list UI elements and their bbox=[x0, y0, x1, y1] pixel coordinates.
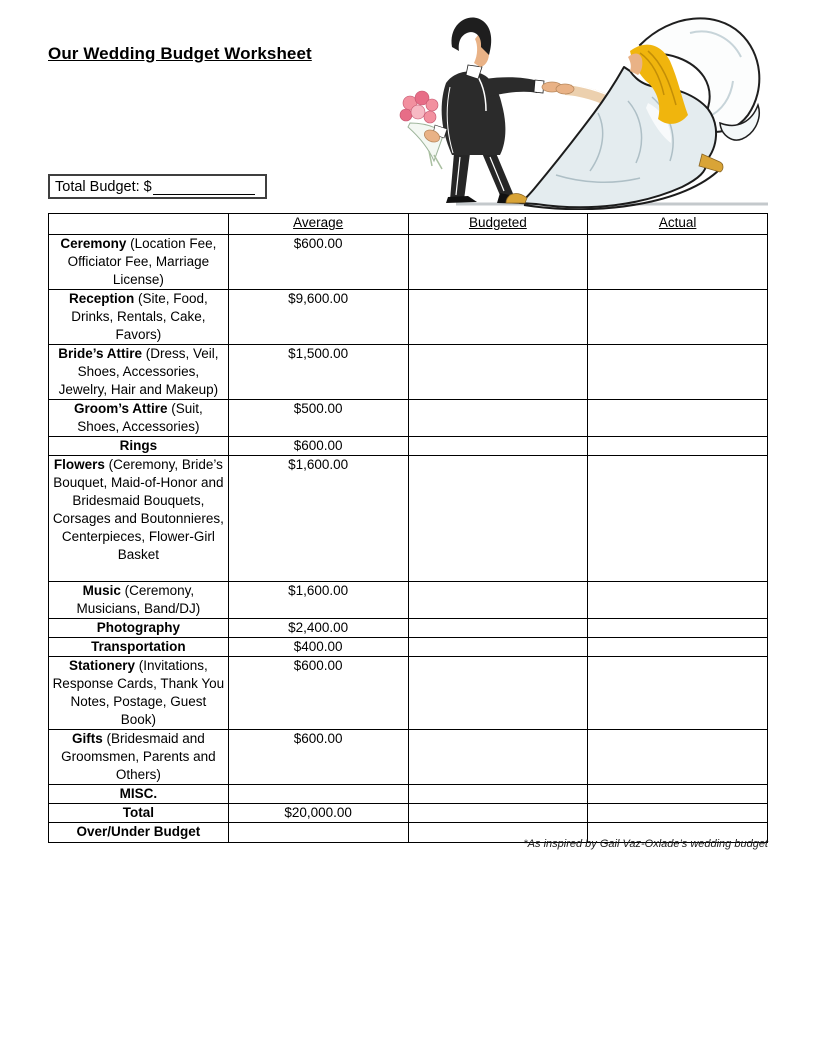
average-cell: $20,000.00 bbox=[228, 804, 408, 823]
bride-figure bbox=[506, 18, 759, 209]
average-cell: $9,600.00 bbox=[228, 290, 408, 345]
average-cell: $600.00 bbox=[228, 657, 408, 730]
average-cell: $400.00 bbox=[228, 638, 408, 657]
category-name: Music bbox=[82, 583, 121, 598]
category-name: Total bbox=[122, 805, 154, 820]
category-name: Reception bbox=[68, 291, 135, 306]
category-name: Ceremony bbox=[60, 236, 127, 251]
header-average bbox=[228, 214, 408, 235]
table-row bbox=[49, 345, 768, 400]
footnote: *As inspired by Gail Vaz-Oxlade’s wedding budget bbox=[523, 838, 768, 850]
category-name: Gifts bbox=[71, 731, 103, 746]
category-detail: (Location Fee, Officiator Fee, Marriage License) bbox=[67, 236, 217, 287]
category-detail: (Dress, Veil, Shoes, Accessories, Jewelry, Hair and Makeup) bbox=[58, 346, 219, 397]
header-average-label: Average bbox=[293, 215, 344, 230]
average-cell: $600.00 bbox=[228, 730, 408, 785]
bride-hand bbox=[556, 84, 574, 94]
total-budget-box bbox=[48, 174, 267, 199]
budgeted-cell[interactable] bbox=[408, 638, 588, 657]
category-name: Photography bbox=[96, 620, 180, 635]
table-row bbox=[49, 235, 768, 290]
budgeted-cell[interactable] bbox=[408, 730, 588, 785]
groom-shoe bbox=[446, 196, 477, 203]
average-cell: $1,600.00 bbox=[228, 582, 408, 619]
category-cell bbox=[49, 400, 229, 437]
budgeted-cell[interactable] bbox=[408, 345, 588, 400]
average-cell: $1,500.00 bbox=[228, 345, 408, 400]
table-row bbox=[49, 638, 768, 657]
budgeted-cell[interactable] bbox=[408, 785, 588, 804]
actual-cell[interactable] bbox=[588, 437, 768, 456]
category-cell bbox=[49, 582, 229, 619]
category-cell bbox=[49, 823, 229, 843]
table-row bbox=[49, 290, 768, 345]
header-budgeted-label: Budgeted bbox=[468, 215, 527, 230]
category-name: Flowers bbox=[53, 457, 105, 472]
actual-cell[interactable] bbox=[588, 290, 768, 345]
category-cell bbox=[49, 345, 229, 400]
actual-cell[interactable] bbox=[588, 785, 768, 804]
table-row bbox=[49, 730, 768, 785]
budgeted-cell[interactable] bbox=[408, 437, 588, 456]
table-row bbox=[49, 400, 768, 437]
budgeted-cell[interactable] bbox=[408, 657, 588, 730]
category-cell bbox=[49, 785, 229, 804]
budget-table bbox=[48, 213, 768, 843]
total-budget-input-line[interactable] bbox=[153, 179, 255, 195]
budgeted-cell[interactable] bbox=[408, 235, 588, 290]
table-row bbox=[49, 456, 768, 582]
budgeted-cell[interactable] bbox=[408, 456, 588, 582]
table-row bbox=[49, 804, 768, 823]
average-cell: $2,400.00 bbox=[228, 619, 408, 638]
average-cell bbox=[228, 785, 408, 804]
category-detail: (Invitations, Response Cards, Thank You Notes, Postage, Guest Book) bbox=[52, 658, 225, 727]
actual-cell[interactable] bbox=[588, 638, 768, 657]
budgeted-cell[interactable] bbox=[408, 619, 588, 638]
category-name: Groom’s Attire bbox=[73, 401, 168, 416]
category-detail: (Suit, Shoes, Accessories) bbox=[77, 401, 203, 434]
actual-cell[interactable] bbox=[588, 400, 768, 437]
category-name: Bride’s Attire bbox=[58, 346, 142, 361]
actual-cell[interactable] bbox=[588, 345, 768, 400]
header-budgeted bbox=[408, 214, 588, 235]
actual-cell[interactable] bbox=[588, 804, 768, 823]
category-name: MISC. bbox=[119, 786, 158, 801]
category-name: Over/Under Budget bbox=[76, 824, 201, 839]
category-name: Transportation bbox=[91, 639, 186, 654]
table-row bbox=[49, 582, 768, 619]
category-name: Rings bbox=[119, 438, 158, 453]
category-cell bbox=[49, 619, 229, 638]
category-cell bbox=[49, 730, 229, 785]
actual-cell[interactable] bbox=[588, 657, 768, 730]
total-budget-label: Total Budget: $ bbox=[55, 178, 152, 195]
table-header-row bbox=[49, 214, 768, 235]
category-name: Stationery bbox=[68, 658, 135, 673]
bouquet bbox=[400, 91, 447, 169]
header-actual-label: Actual bbox=[658, 215, 697, 230]
category-detail: (Ceremony, Musicians, Band/DJ) bbox=[76, 583, 201, 616]
average-cell: $1,600.00 bbox=[228, 456, 408, 582]
table-row bbox=[49, 619, 768, 638]
category-cell bbox=[49, 804, 229, 823]
budgeted-cell[interactable] bbox=[408, 290, 588, 345]
category-cell bbox=[49, 290, 229, 345]
actual-cell[interactable] bbox=[588, 582, 768, 619]
header-category bbox=[49, 214, 229, 235]
groom-hair bbox=[452, 17, 492, 55]
budgeted-cell[interactable] bbox=[408, 400, 588, 437]
category-detail: (Site, Food, Drinks, Rentals, Cake, Favors) bbox=[71, 291, 208, 342]
average-cell: $600.00 bbox=[228, 437, 408, 456]
average-cell: $500.00 bbox=[228, 400, 408, 437]
table-row bbox=[49, 437, 768, 456]
actual-cell[interactable] bbox=[588, 235, 768, 290]
actual-cell[interactable] bbox=[588, 730, 768, 785]
category-cell bbox=[49, 456, 229, 582]
average-cell: $600.00 bbox=[228, 235, 408, 290]
budgeted-cell[interactable] bbox=[408, 582, 588, 619]
table-row bbox=[49, 657, 768, 730]
category-cell bbox=[49, 437, 229, 456]
category-cell bbox=[49, 638, 229, 657]
category-cell bbox=[49, 657, 229, 730]
category-cell bbox=[49, 235, 229, 290]
bride-groom-illustration bbox=[390, 5, 770, 210]
category-detail: (Ceremony, Bride’s Bouquet, Maid-of-Honor and Bridesmaid Bouquets, Corsages and Boutonnieres, Centerpieces, Flower-Girl Basket bbox=[52, 457, 224, 562]
table-row bbox=[49, 785, 768, 804]
budgeted-cell[interactable] bbox=[408, 804, 588, 823]
actual-cell[interactable] bbox=[588, 619, 768, 638]
page-title: Our Wedding Budget Worksheet bbox=[48, 44, 312, 63]
category-detail: (Bridesmaid and Groomsmen, Parents and Others) bbox=[61, 731, 216, 782]
header-actual bbox=[588, 214, 768, 235]
actual-cell[interactable] bbox=[588, 456, 768, 582]
average-cell bbox=[228, 823, 408, 843]
